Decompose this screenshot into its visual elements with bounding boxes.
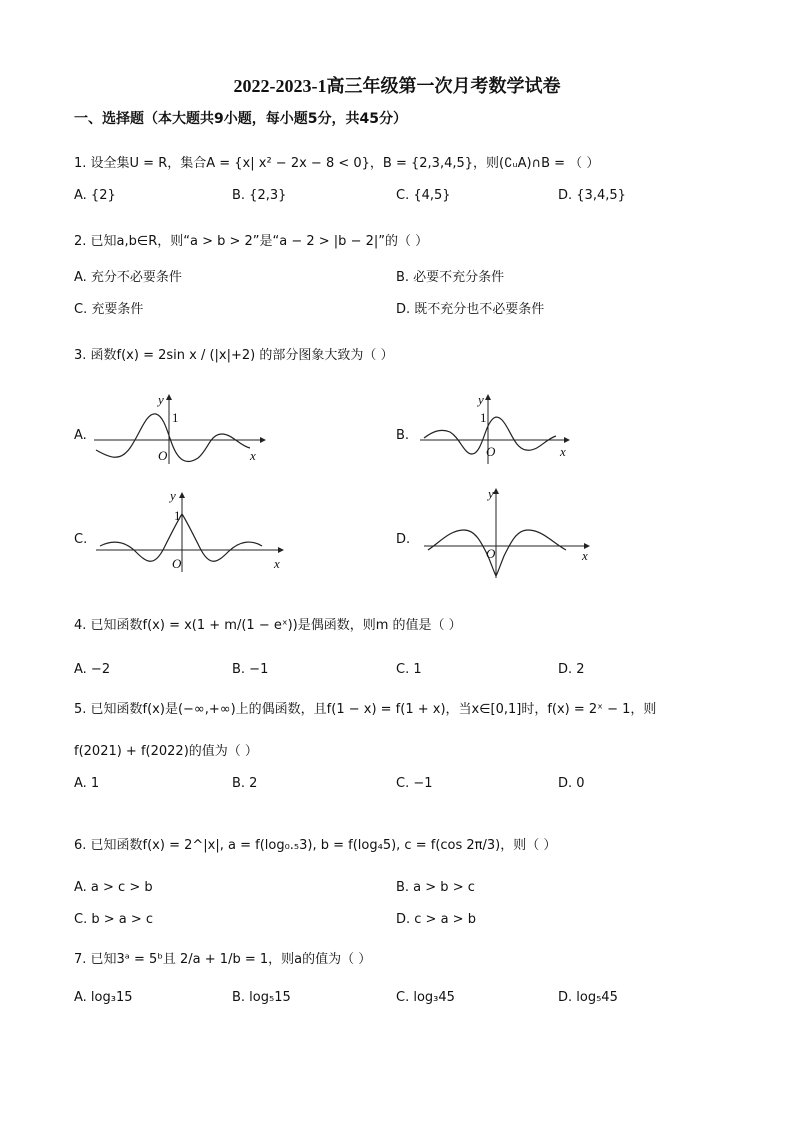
q6-option-b[interactable]: B. a > b > c xyxy=(396,880,475,895)
q7-option-c[interactable]: C. log₃45 xyxy=(396,990,455,1005)
graph-b xyxy=(416,392,576,468)
question-2: 2. 已知a,b∈R，则“a > b > 2”是“a − 2 > |b − 2|”的（ ） xyxy=(74,234,429,249)
graph-c-one-label: 1 xyxy=(174,508,181,523)
q2-option-d[interactable]: D. 既不充分也不必要条件 xyxy=(396,302,545,317)
q4-option-b[interactable]: B. −1 xyxy=(232,662,269,677)
graph-a-origin-label: O xyxy=(158,448,168,463)
q3-option-d[interactable]: D. xyxy=(396,532,411,547)
q4-option-c[interactable]: C. 1 xyxy=(396,662,422,677)
q4-option-a[interactable]: A. −2 xyxy=(74,662,111,677)
graph-c-origin-label: O xyxy=(172,556,182,571)
q7-option-d[interactable]: D. log₅45 xyxy=(558,990,618,1005)
q6-option-d[interactable]: D. c > a > b xyxy=(396,912,476,927)
question-3: 3. 函数f(x) = 2sin x / (|x|+2) 的部分图象大致为（ ） xyxy=(74,348,394,363)
q6-option-c[interactable]: C. b > a > c xyxy=(74,912,154,927)
q6-option-a[interactable]: A. a > c > b xyxy=(74,880,153,895)
graph-c-y-label: y xyxy=(170,488,176,503)
graph-b-x-label: x xyxy=(560,444,566,459)
graph-a-one-label: 1 xyxy=(172,410,179,425)
question-5: 5. 已知函数f(x)是(−∞,+∞)上的偶函数，且f(1 − x) = f(1 + x)，当x∈[0,1]时，f(x) = 2ˣ − 1，则 xyxy=(74,702,657,717)
graph-c xyxy=(92,490,290,576)
question-4: 4. 已知函数f(x) = x(1 + m/(1 − eˣ))是偶函数，则m 的值是（ ） xyxy=(74,618,462,633)
graph-d-x-label: x xyxy=(582,548,588,563)
question-7: 7. 已知3ᵃ = 5ᵇ且 2/a + 1/b = 1，则a的值为（ ） xyxy=(74,952,372,967)
q1-option-a[interactable]: A. {2} xyxy=(74,188,116,203)
graph-c-x-label: x xyxy=(274,556,280,571)
graph-b-one-label: 1 xyxy=(480,410,487,425)
q5-option-c[interactable]: C. −1 xyxy=(396,776,433,791)
graph-a-y-label: y xyxy=(158,392,164,407)
q7-option-b[interactable]: B. log₅15 xyxy=(232,990,291,1005)
q5-option-d[interactable]: D. 0 xyxy=(558,776,585,791)
graph-d-y-label: y xyxy=(488,486,494,501)
q2-option-a[interactable]: A. 充分不必要条件 xyxy=(74,270,182,285)
q1-option-c[interactable]: C. {4,5} xyxy=(396,188,451,203)
graph-a xyxy=(90,392,270,468)
graph-b-origin-label: O xyxy=(486,444,496,459)
q7-option-a[interactable]: A. log₃15 xyxy=(74,990,133,1005)
q2-option-b[interactable]: B. 必要不充分条件 xyxy=(396,270,505,285)
graph-b-y-label: y xyxy=(478,392,484,407)
q3-option-a[interactable]: A. xyxy=(74,428,87,443)
q5-option-b[interactable]: B. 2 xyxy=(232,776,258,791)
q3-option-b[interactable]: B. xyxy=(396,428,410,443)
question-1: 1. 设全集U = R，集合A = {x| x² − 2x − 8 < 0}，B = {2,3,4,5}，则(∁ᵤA)∩B = （ ） xyxy=(74,156,600,171)
page-title: 2022-2023-1高三年级第一次月考数学试卷 xyxy=(233,76,561,96)
question-5-line-2: f(2021) + f(2022)的值为（ ） xyxy=(74,744,258,759)
graph-d-origin-label: O xyxy=(486,546,496,561)
q1-option-d[interactable]: D. {3,4,5} xyxy=(558,188,626,203)
graph-d xyxy=(420,486,596,582)
question-6: 6. 已知函数f(x) = 2^|x|, a = f(log₀.₅3), b = f(log₄5), c = f(cos 2π/3)，则（ ） xyxy=(74,838,557,853)
q4-option-d[interactable]: D. 2 xyxy=(558,662,585,677)
q2-option-c[interactable]: C. 充要条件 xyxy=(74,302,144,317)
section-heading: 一、选择题（本大题共9小题，每小题5分，共45分） xyxy=(74,111,407,127)
q3-option-c[interactable]: C. xyxy=(74,532,88,547)
q5-option-a[interactable]: A. 1 xyxy=(74,776,100,791)
q1-option-b[interactable]: B. {2,3} xyxy=(232,188,287,203)
graph-a-x-label: x xyxy=(250,448,256,463)
